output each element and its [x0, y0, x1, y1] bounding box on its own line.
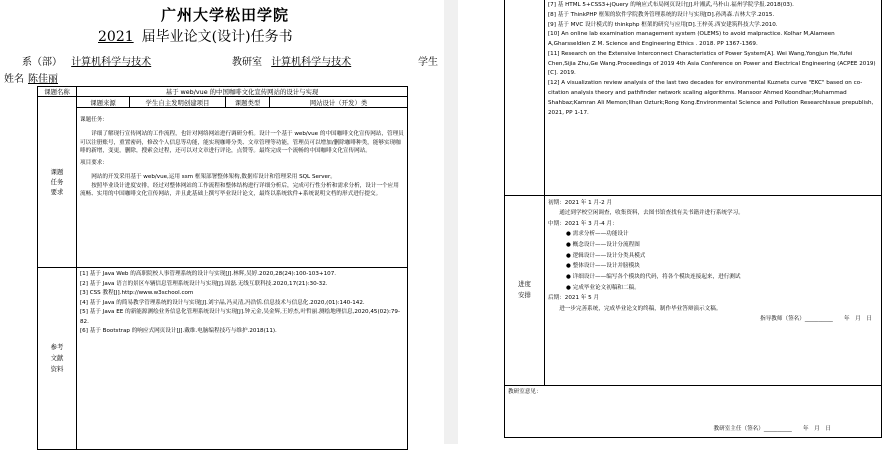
topic-label: 课题名称 [38, 87, 77, 97]
office-value: 计算机科学与技术 [271, 57, 352, 68]
schedule-item: ● 整体设计——设计并膀模块 [566, 263, 640, 270]
topic-value: 基于 web/vue 的中国咖啡文化宣传网站的设计与实现 [77, 87, 408, 97]
office-opinion-label: 教研室意见： [508, 388, 542, 395]
reference-item: [5] 基于 Java EE 的新能源测绘业务信息化管理系统设计与实现[J].钟元金,吴金辉,王婷杰,叶哲丽.测绘地理信息,2020,45(02):79-82. [80, 309, 400, 325]
schedule-late: 后期：2021 年 5 月 [548, 295, 600, 302]
advisor-signature: 指导教师（签名）__________ 年 月 日 [760, 316, 872, 323]
type-label: 课题类型 [226, 97, 270, 108]
department-value: 计算机科学与技术 [71, 57, 152, 68]
references-continued-margin [505, 0, 545, 195]
bullet-icon: ● [566, 284, 573, 291]
schedule-early: 初期：2021 年 1 月-2 月 [548, 199, 613, 206]
student-name-line: 姓名 陈佳丽 [4, 70, 62, 85]
schedule-item: ● 完成毕业论文初稿和二稿。 [566, 284, 640, 291]
task-description [77, 108, 408, 268]
requirements-heading: 项目要求： [80, 159, 108, 166]
requirements-paragraph-1: 网站的开发采用基于 web/vue,运用 ssm 框架部署整体架构,数据库设计和管理采用 SQL Server。 [91, 174, 336, 181]
student-label: 学生 [418, 57, 438, 68]
task-table [37, 86, 408, 450]
schedule-item: ● 需求分析——功能设计 [566, 231, 629, 238]
schedule-item: ● 详细设计——编写各个模块的代码，将各个模块连接起来，进行测试 [566, 273, 741, 280]
bullet-icon: ● [566, 273, 573, 280]
schedule-mid: 中期：2021 年 3 月-4 月： [548, 220, 618, 227]
schedule-early-desc: 通过到学校空闲调查，收集资料，去图书馆查找有关书籍并进行系统学习。 [559, 210, 744, 217]
bullet-icon: ● [566, 252, 573, 259]
document-title [90, 26, 293, 46]
references-list [77, 268, 408, 450]
reference-item: [3] CSS 教程[J].http://www.w3school.com [80, 290, 194, 296]
reference-item: [4] 基于 Java 的简易教学管理系统的设计与实现[J].刘宇晶,冯灵清,冯浩恬.信息技术与信息化.2020,(01):140-142. [80, 299, 365, 306]
requirements-paragraph-2: 按照毕业设计进度安排，经过对整体网站的工作流程和整体结构进行详细分析后，完成可行性分析和需求分析，设计一个应用流畅、实用的中国咖啡文化宣传网站，并且此基础上撰写毕业设计论文，最终以系统软件+系统说明文档的形式进行提交。 [80, 182, 399, 198]
type-value: 网站设计（开发）类 [270, 97, 408, 108]
schedule-item: ● 逻辑设计——设计分类具模式 [566, 252, 646, 259]
references-label: 参考文献资料 [38, 268, 77, 450]
reference-item: [10] An online lab examination management system (OLEMS) to avoid malpractice. Kolhar M,Alameen A,Gharsseldien Z M. Science and Engineering Ethics . 2018. PP 1367-1369. [548, 31, 835, 48]
page-gutter [444, 0, 458, 444]
bullet-icon: ● [566, 231, 573, 238]
reference-item: [11] Research on the Extensive Interconnect Characteristics of Power System[A]. Wei Wang,Yongjun He,Yufei Chen,Sijia Zhu,Ge Wang.Proceedings of 2019 4th Asia Conference on Power and Electrical Engineering (ACPEE 2019)[C]. 2019. [548, 50, 876, 77]
task-paragraph: 详细了解现行宣传网站的工作流程，也针对网络网站进行调研分析。设计一个基于 web/vue 的中国咖啡文化宣传网站，管理员可以注册账号，重置密码，修改个人信息等功能，能实现咖啡分类、文章管理等功能，管理员可以增加/删除咖啡种类，能够实现咖啡的新增，变更，删除，搜索会过程，还可以对文章进行评论，点赞等。最终完成一个流畅的中国咖啡文化宣传网站。 [80, 130, 404, 155]
schedule-late-desc: 进一步完善系统，完成毕业论文的终稿，制作毕业答辩演示文稿。 [559, 305, 722, 312]
schedule-content [545, 195, 882, 385]
reference-item: [2] 基于 Java 语言的景区车辆信息管理系统设计与实现[J].周磊.无线互联科技.2020,17(21):30-32. [80, 280, 328, 287]
schedule-label: 进度安排 [505, 195, 545, 385]
reference-item: [8] 基于 ThinkPHP 框架的软件学院教务管理系统的设计与实现[D].孙鸿森.吉林大学.2015. [548, 11, 775, 18]
office-line: 教研室 计算机科学与技术 [232, 53, 357, 68]
continuation-table [504, 0, 882, 438]
bullet-icon: ● [566, 242, 573, 248]
reference-item: [6] 基于 Bootstrap 的响应式网页设计[J].戴维.电脑编程技巧与维护.2018(11). [80, 328, 277, 334]
bullet-icon: ● [566, 263, 573, 270]
office-opinion-cell [505, 385, 882, 437]
left-page [0, 0, 444, 444]
references-continued [545, 0, 882, 195]
title-year: 2021 [98, 29, 134, 45]
task-label: 课题任务要求 [38, 97, 77, 268]
reference-item: [12] A visualization review analysis of the last two decades for environmental Kuznets curve "EKC" based on co-citation analysis theory and pathfinder network scaling algorithms. Mansoor Ahmed Koondhar;Muhammad Shahbaz;Kamran Ali Memon;Ilhan Ozturk;Rong Kong.Environmental Science and Pollution ResearchIssue prepublish, 2021, PP 1-17. [548, 80, 874, 116]
title-text: 届毕业论文(设计)任务书 [141, 29, 293, 45]
university-name: 广州大学松田学院 [160, 6, 289, 24]
right-page [458, 0, 888, 444]
office-director-signature: 教研室主任（签名）__________ 年 月 日 [713, 425, 831, 432]
source-value: 学生自主发明创建项目 [130, 97, 226, 108]
reference-item: [9] 基于 MVC 设计模式的 thinkphp 框架的研究与应用[D].王梓英.西安建筑科技大学.2010. [548, 21, 778, 28]
student-name: 陈佳丽 [28, 74, 58, 85]
department-line: 系（部） 计算机科学与技术 [22, 53, 157, 68]
source-label: 课题来源 [77, 97, 130, 108]
reference-item: [7] 基 HTML 5+CSS3+jQuery 的响应式布局网页设计[J].叶湘武,马朴山.福州学院学报.2018(03). [548, 2, 794, 8]
task-heading: 课题任务： [80, 116, 108, 123]
reference-item: [1] 基于 Java Web 的高职院校人事管理系统的设计与实现[J].林辉,吴婷.2020,28(24):100-103+107. [80, 271, 337, 277]
schedule-item: ● 概念设计——设计分流程图 [566, 242, 640, 248]
